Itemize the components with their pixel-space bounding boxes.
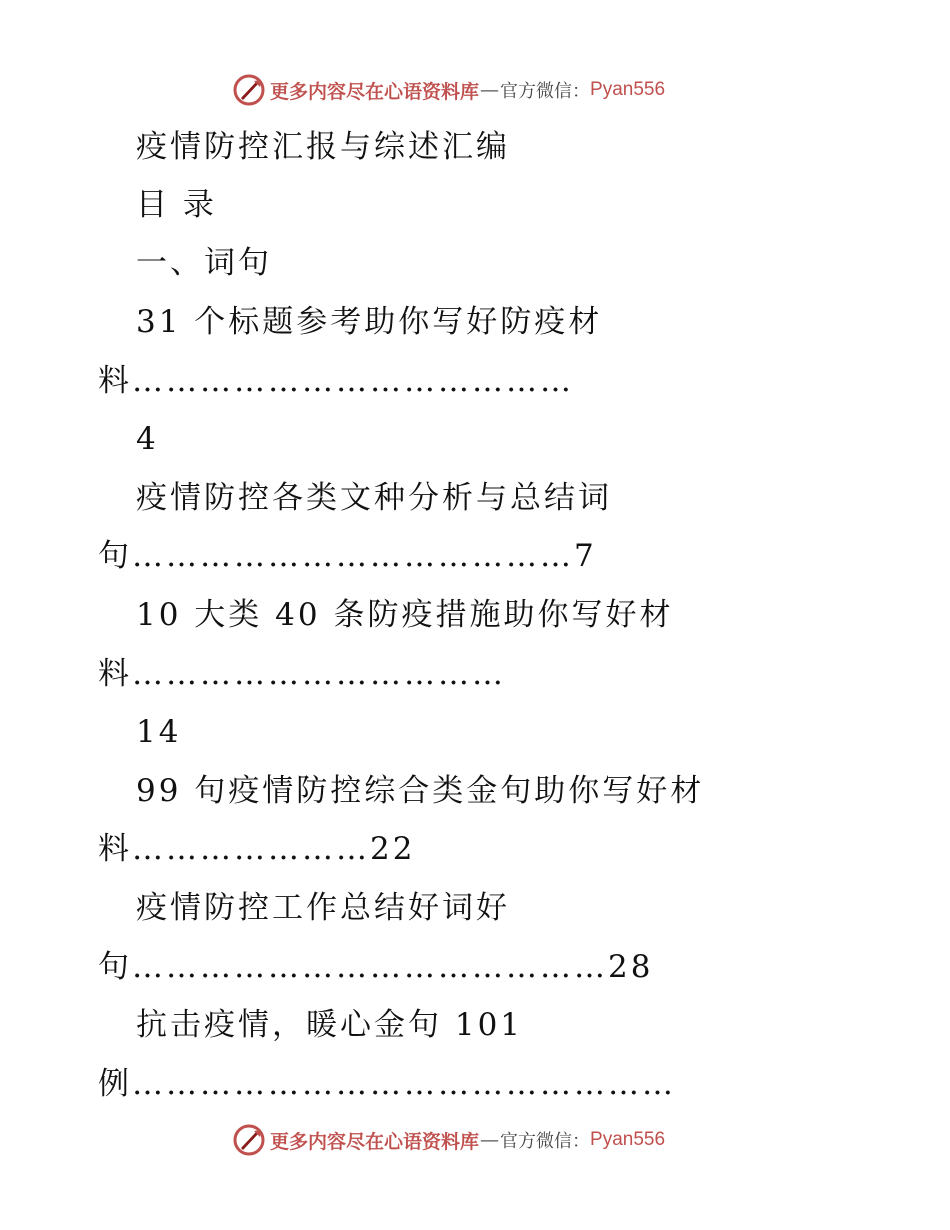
quill-logo-icon bbox=[232, 73, 266, 107]
watermark-wechat-id: Pyan556 bbox=[590, 79, 666, 100]
watermark-main-text: 更多内容尽在心语资料库 bbox=[270, 1130, 480, 1153]
section-heading: 一、词句 bbox=[136, 245, 272, 281]
toc-entry-line: 料…………………22 bbox=[98, 831, 416, 867]
toc-entry-line: 例………………………………………… bbox=[98, 1066, 676, 1102]
toc-entry-line: 句…………………………………7 bbox=[98, 538, 597, 574]
toc-entry-line: 31 个标题参考助你写好防疫材 bbox=[136, 304, 603, 340]
toc-entry-line: 10 大类 40 条防疫措施助你写好材 bbox=[136, 597, 674, 633]
watermark-banner-bottom bbox=[232, 1120, 712, 1160]
toc-entry-line: 抗击疫情，暖心金句 101 bbox=[136, 1007, 524, 1043]
watermark-main-text: 更多内容尽在心语资料库 bbox=[270, 80, 480, 103]
document-title: 疫情防控汇报与综述汇编 bbox=[136, 129, 510, 165]
watermark-separator: — bbox=[480, 79, 500, 101]
toc-heading: 目 录 bbox=[136, 187, 217, 223]
toc-entry-line: 料………………………………… bbox=[98, 363, 574, 399]
toc-entry-line: 句……………………………………28 bbox=[98, 949, 654, 985]
watermark-wechat-label: 官方微信： bbox=[500, 1131, 591, 1152]
watermark-wechat-id: Pyan556 bbox=[590, 1129, 666, 1150]
toc-entry-line: 疫情防控各类文种分析与总结词 bbox=[136, 480, 612, 516]
toc-entry-line: 疫情防控工作总结好词好 bbox=[136, 890, 510, 926]
watermark-separator: — bbox=[480, 1129, 500, 1151]
toc-page-number: 4 bbox=[136, 421, 159, 457]
watermark-banner-top bbox=[232, 70, 712, 110]
quill-logo-icon bbox=[232, 1123, 266, 1157]
toc-entry-line: 99 句疫情防控综合类金句助你写好材 bbox=[136, 773, 705, 809]
toc-entry-line: 料…………………………… bbox=[98, 656, 506, 692]
toc-page-number: 14 bbox=[136, 714, 182, 750]
watermark-wechat-label: 官方微信： bbox=[500, 81, 591, 102]
